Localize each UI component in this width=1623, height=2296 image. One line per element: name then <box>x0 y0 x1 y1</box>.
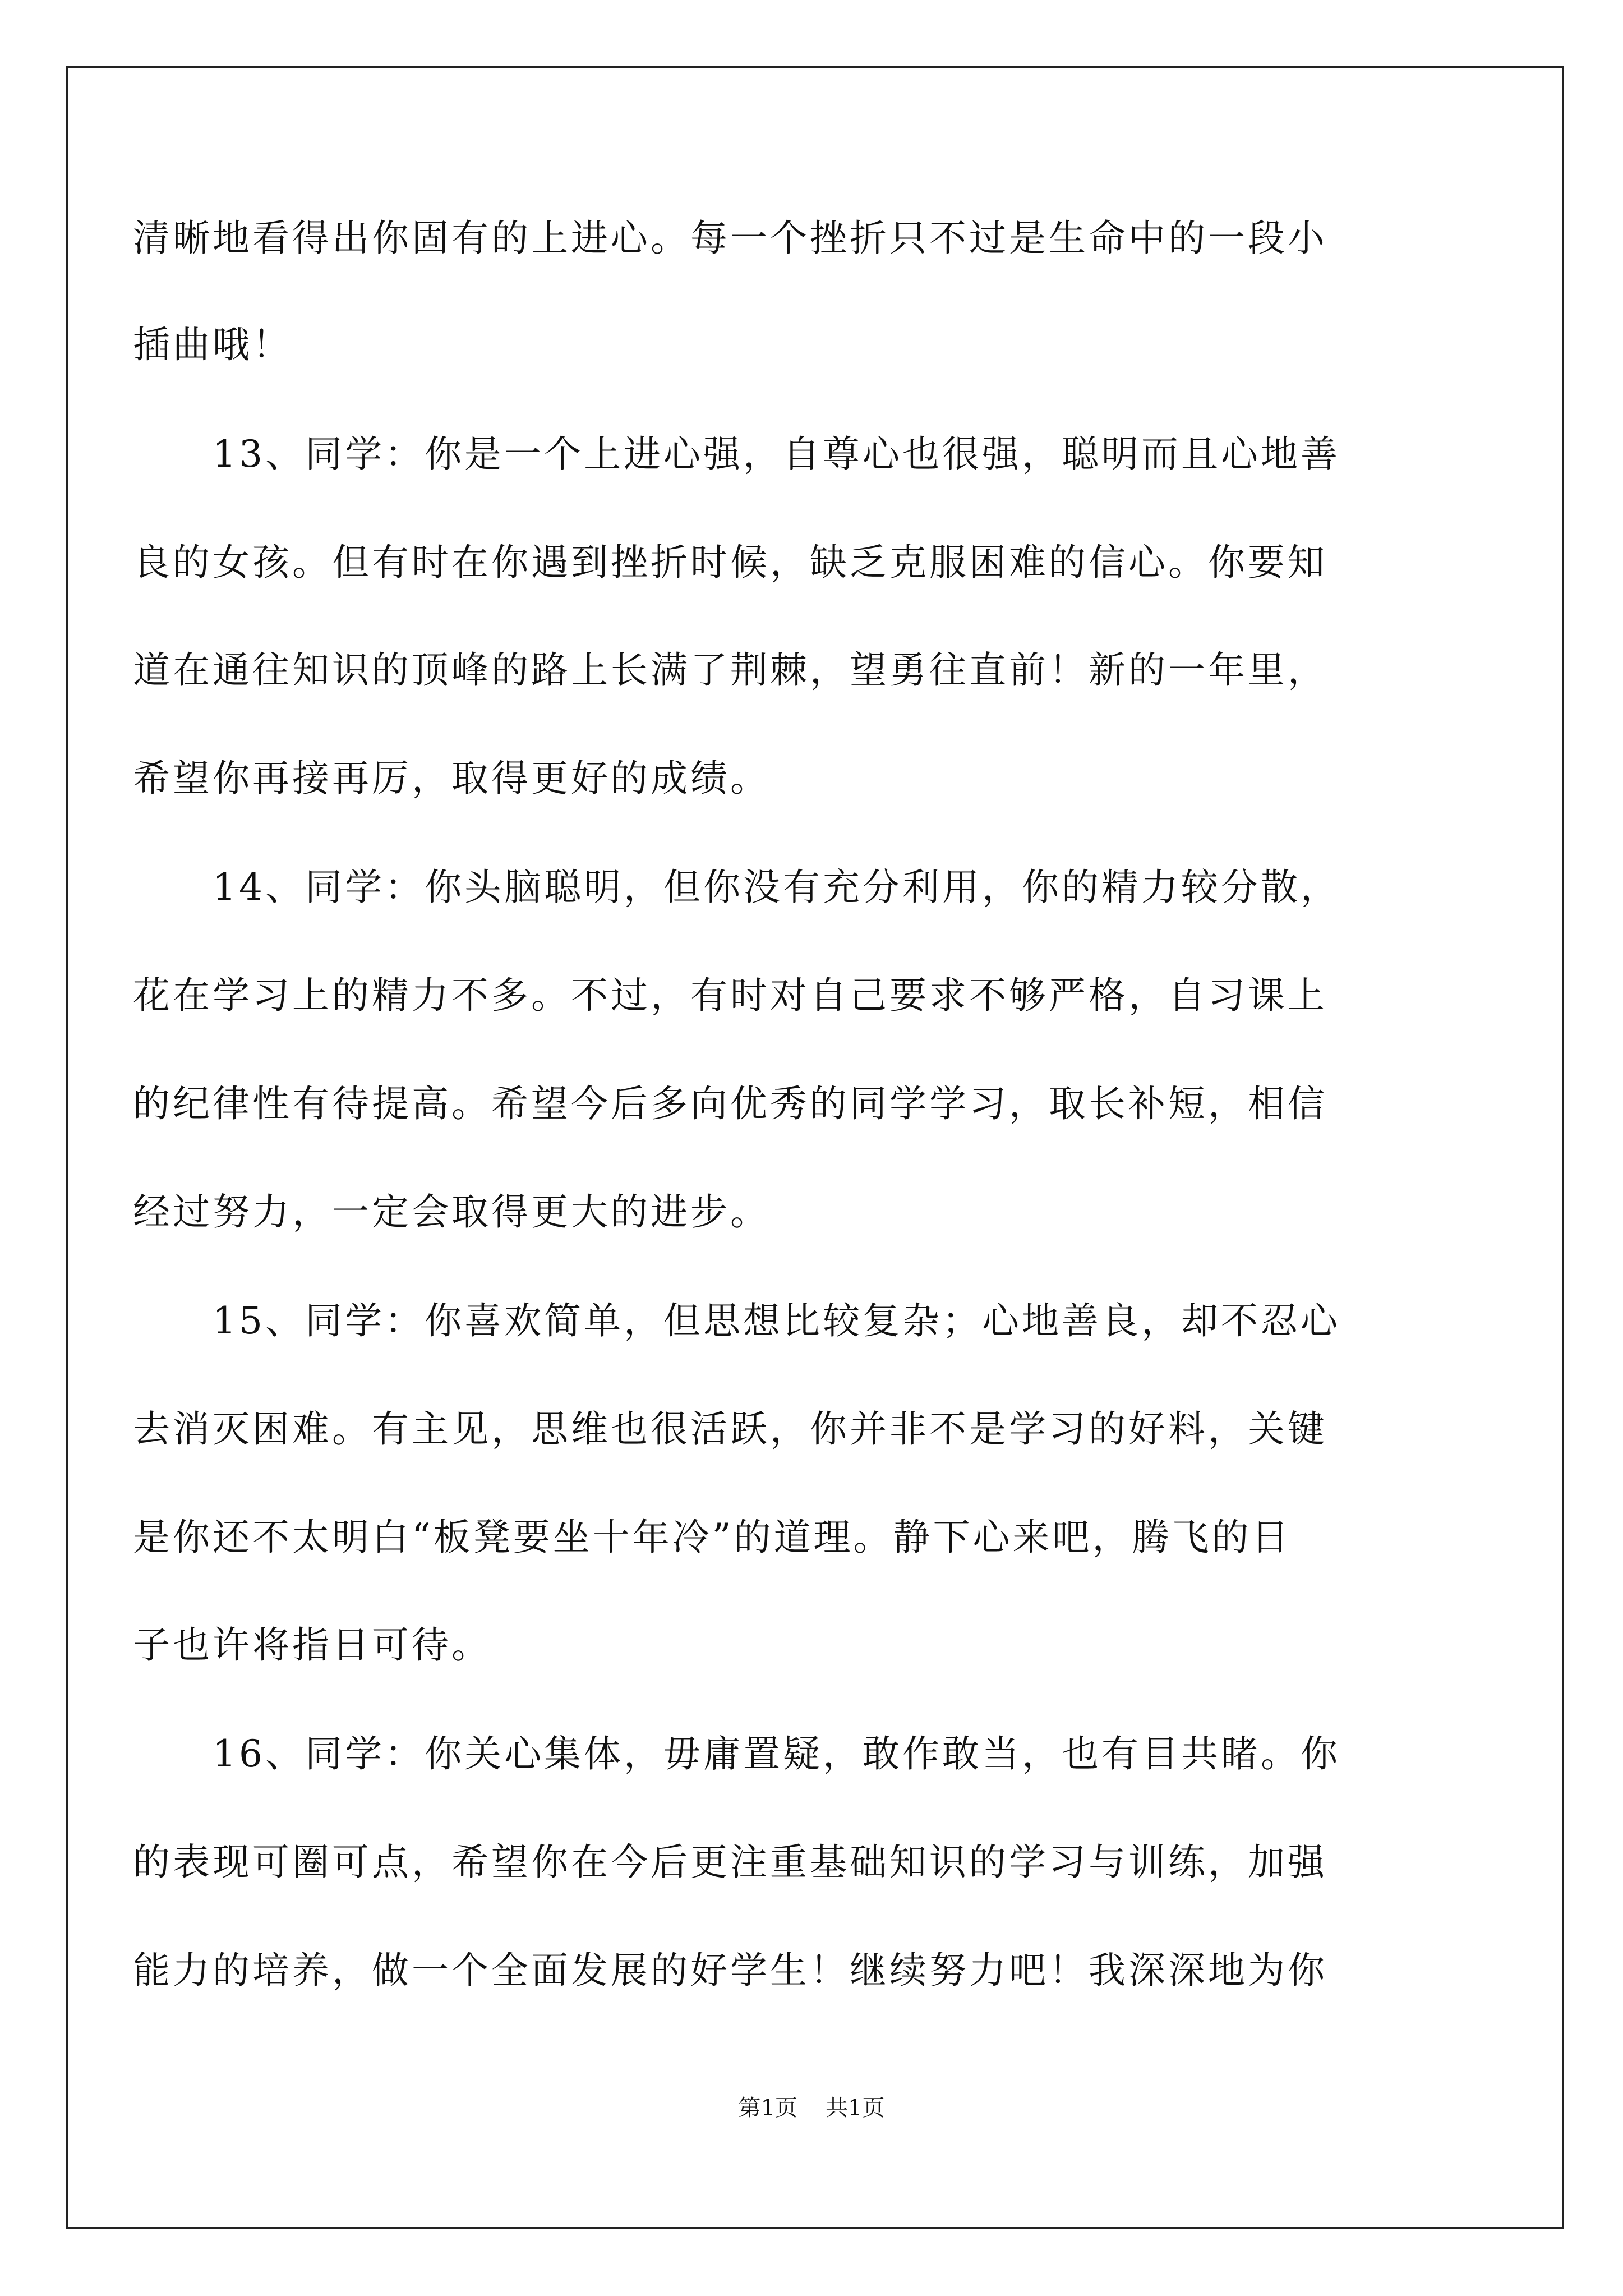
text-line: 希望你再接再厉，取得更好的成绩。 <box>133 757 770 800</box>
text-line: 道在通往知识的顶峰的路上长满了荆棘，望勇往直前！新的一年里， <box>133 648 1327 692</box>
text-line: 14、同学：你头脑聪明，但你没有充分利用，你的精力较分散， <box>133 866 1340 909</box>
text-line: 的表现可圈可点，希望你在今后更注重基础知识的学习与训练，加强 <box>133 1841 1327 1884</box>
page-total: 共1页 <box>826 2095 885 2121</box>
text-line: 能力的培养，做一个全面发展的好学生！继续努力吧！我深深地为你 <box>133 1949 1327 1992</box>
text-line: 插曲哦！ <box>133 323 292 366</box>
text-line: 的纪律性有待提高。希望今后多向优秀的同学学习，取长补短，相信 <box>133 1082 1327 1125</box>
text-line: 15、同学：你喜欢简单，但思想比较复杂；心地善良，却不忍心 <box>133 1299 1340 1342</box>
page-frame <box>66 66 1564 2229</box>
text-line: 经过努力，一定会取得更大的进步。 <box>133 1190 770 1234</box>
text-line: 是你还不太明白“板凳要坐十年冷”的道理。静下心来吧，腾飞的日 <box>133 1516 1292 1559</box>
text-line: 清晰地看得出你固有的上进心。每一个挫折只不过是生命中的一段小 <box>133 217 1327 260</box>
text-line: 良的女孩。但有时在你遇到挫折时候，缺乏克服困难的信心。你要知 <box>133 541 1327 584</box>
page-number: 第1页 <box>738 2095 797 2121</box>
text-line: 花在学习上的精力不多。不过，有时对自己要求不够严格，自习课上 <box>133 974 1327 1017</box>
text-line: 子也许将指日可待。 <box>133 1623 491 1667</box>
text-line: 去消灭困难。有主见，思维也很活跃，你并非不是学习的好料，关键 <box>133 1407 1327 1451</box>
text-line: 16、同学：你关心集体，毋庸置疑，敢作敢当，也有目共睹。你 <box>133 1732 1340 1775</box>
page-footer <box>0 2091 1623 2125</box>
text-line: 13、同学：你是一个上进心强，自尊心也很强，聪明而且心地善 <box>133 432 1340 476</box>
